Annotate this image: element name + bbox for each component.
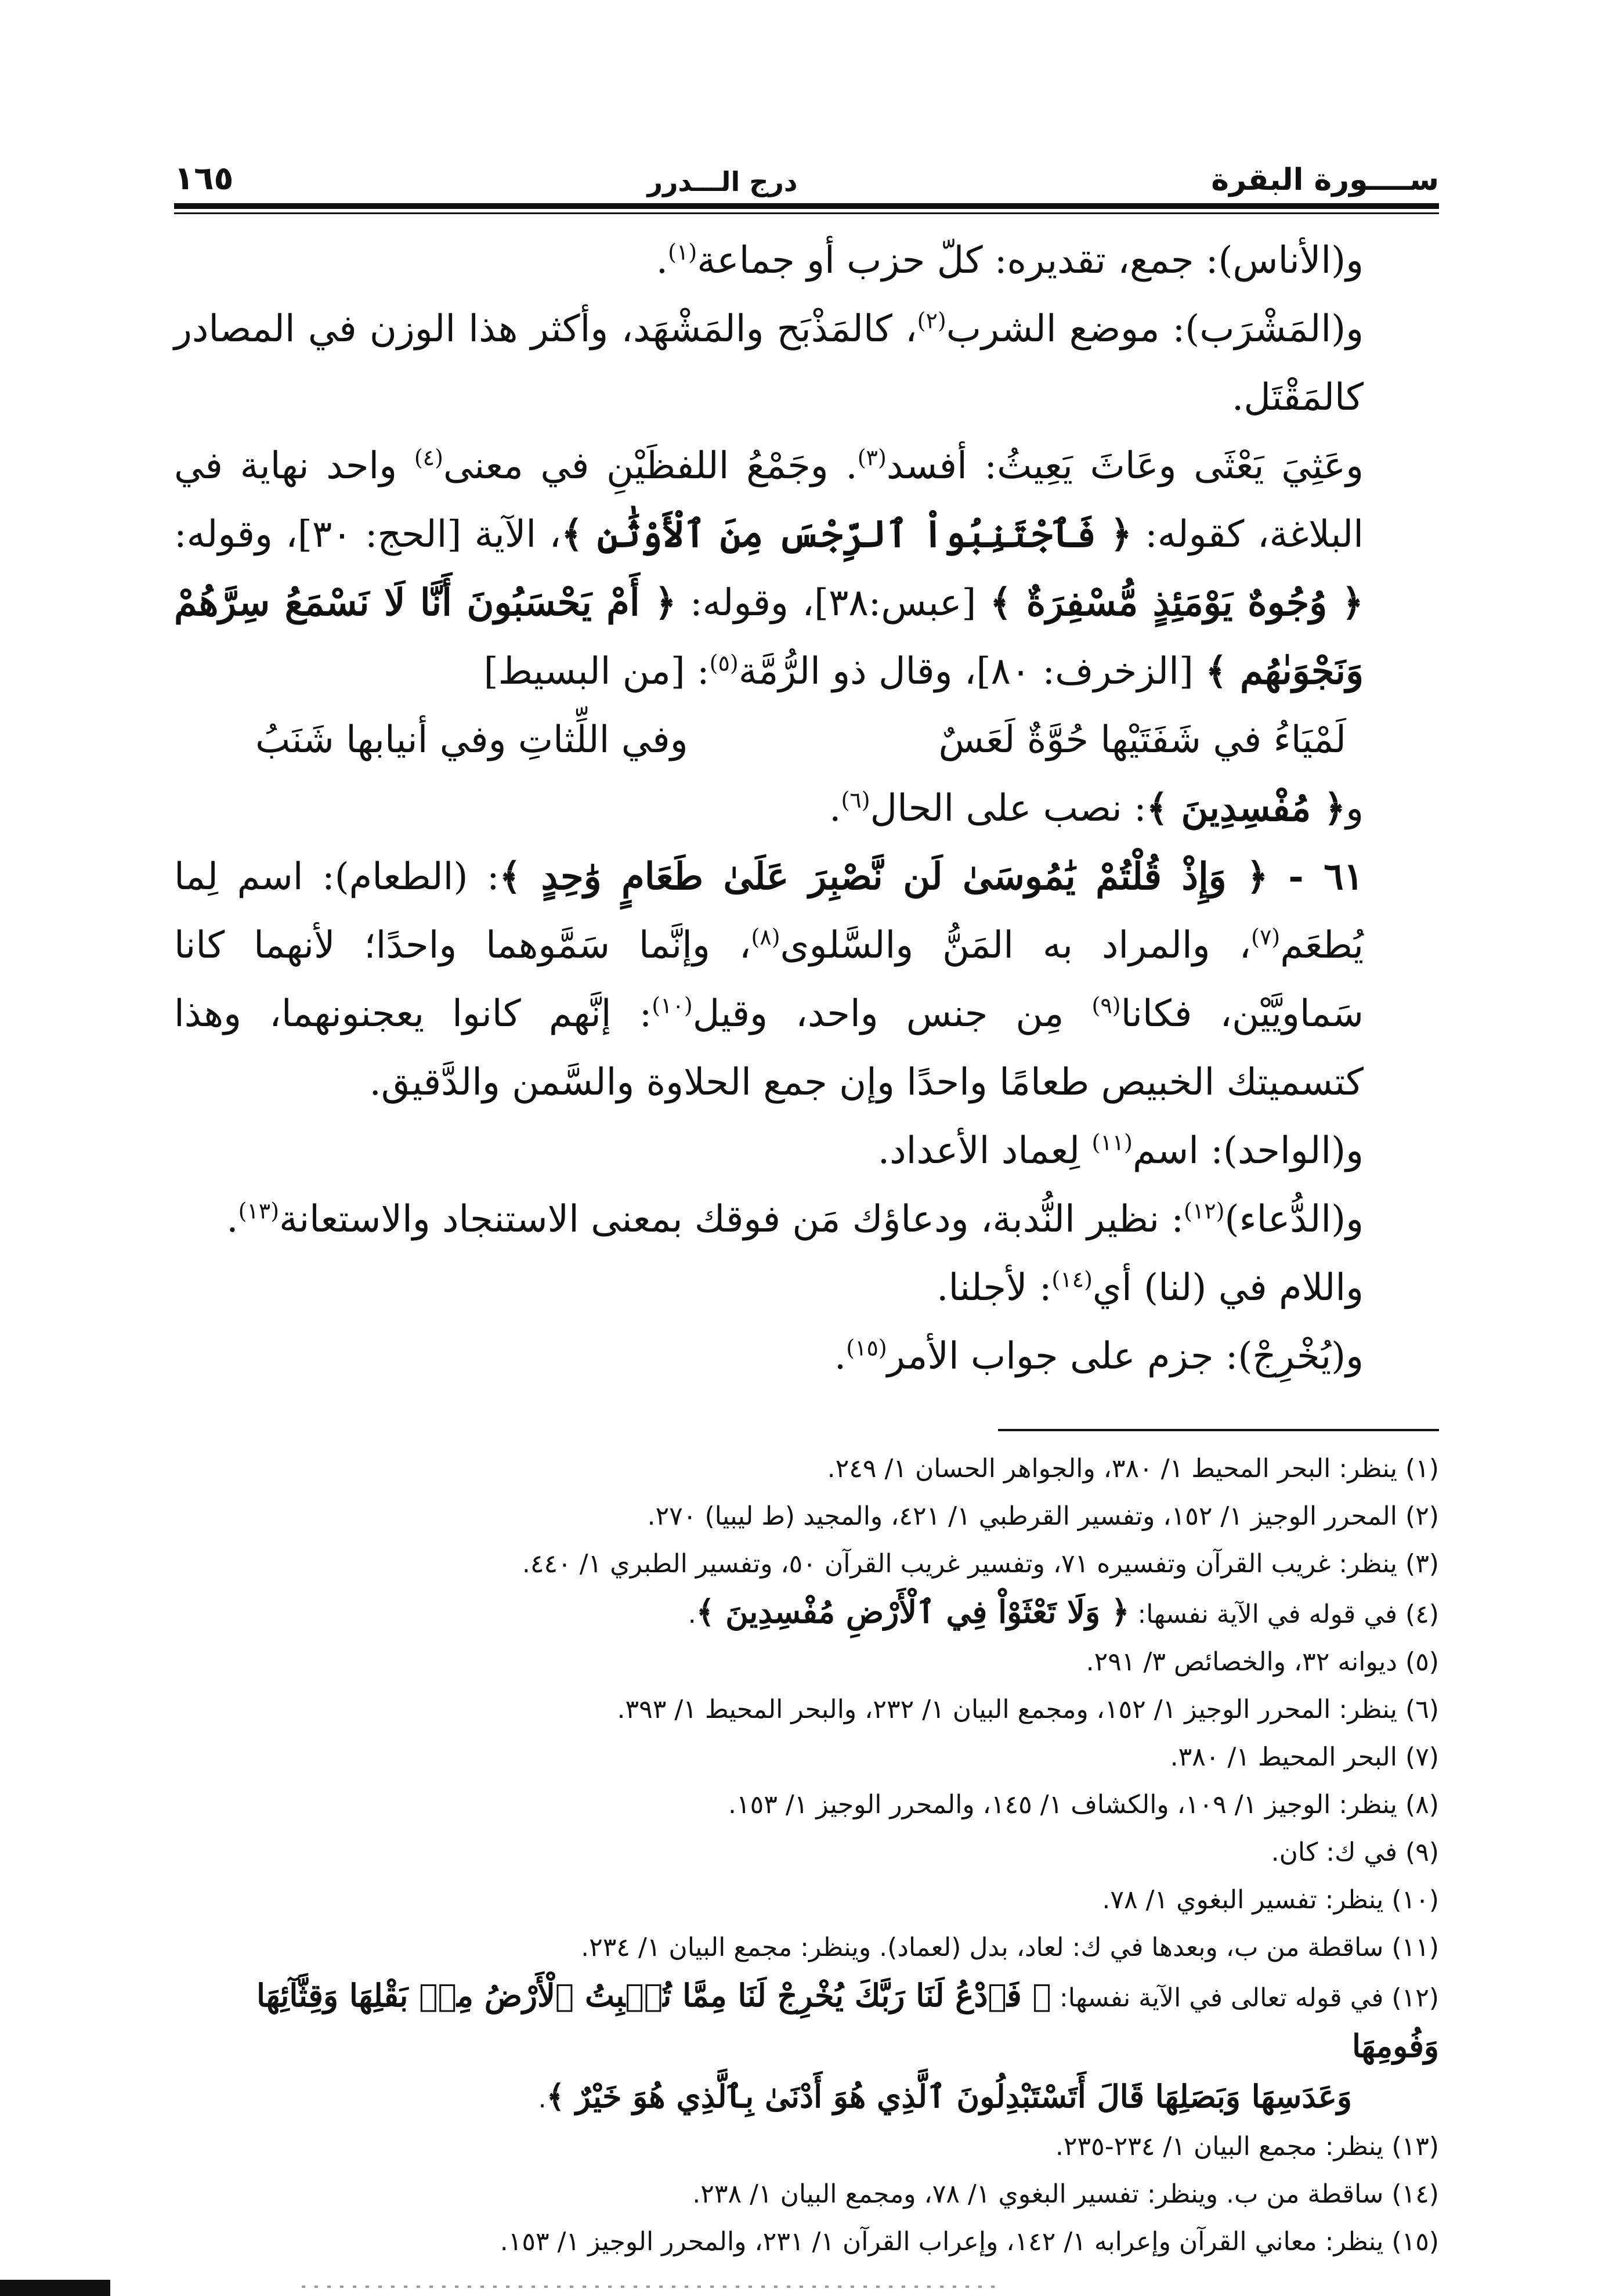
footnote-10: (١٠) ينظر: تفسير البغوي ١/ ٧٨. bbox=[1102, 1885, 1439, 1915]
text-span: مِن جنس واحد، وقيل bbox=[692, 992, 1092, 1035]
footnote-1: (١) ينظر: البحر المحيط ١/ ٣٨٠، والجواهر الحسان ١/ ٢٤٩. bbox=[827, 1454, 1439, 1483]
scan-edge-marks bbox=[302, 2286, 998, 2288]
text-span: واحد نهاية في البلاغة، bbox=[174, 445, 1364, 556]
footnote-7: (٧) البحر المحيط ١/ ٣٨٠. bbox=[1170, 1742, 1439, 1772]
page-number: ١٦٥ bbox=[174, 160, 234, 197]
text-span: . bbox=[834, 1335, 847, 1378]
text-span: و(يُخْرِجْ): جزم على جواب الأمر bbox=[887, 1335, 1364, 1378]
header-rule-thick bbox=[174, 203, 1439, 209]
quran-verse: ﴿ وَإِذْ قُلْتُمْ يَٰمُوسَىٰ لَن نَّصْبِرَ عَلَىٰ طَعَامٍ وَٰحِدٍ ﴾ bbox=[499, 855, 1268, 898]
paragraph-mashrab bbox=[174, 295, 1439, 432]
poem-verse bbox=[174, 706, 1439, 774]
text-span: . bbox=[226, 1198, 238, 1241]
footnote-15: (١٥) ينظر: معاني القرآن وإعرابه ١/ ١٤٢، وإعراب القرآن ١/ ٢٣١، والمحرر الوجيز ١/ ١٥٣. bbox=[500, 2227, 1439, 2257]
text-span: و(المَشْرَب): موضع الشرب bbox=[946, 308, 1364, 351]
footnote-ref: (٧) bbox=[1251, 924, 1281, 950]
text-span: كقوله: bbox=[1131, 513, 1245, 556]
footnote-ref: (١) bbox=[668, 239, 697, 265]
text-span: و(الأناس): جمع، تقديره: كلّ حزب أو جماعة bbox=[697, 239, 1364, 282]
text-span: : لأجلنا. bbox=[937, 1266, 1052, 1309]
quran-verse: وَعَدَسِهَا وَبَصَلِهَا قَالَ أَتَسْتَبْدِلُونَ ٱلَّذِي هُوَ أَدْنَىٰ بِٱلَّذِي هُوَ خَيْرٌ ﴾ bbox=[546, 2078, 1352, 2115]
book-title: درج الـــدرر bbox=[647, 166, 798, 197]
paragraph-mufsidin: و﴿ مُفْسِدِينَ ﴾: نصب على الحال$^{(٦)}$. bbox=[829, 786, 1364, 830]
text-span: و bbox=[1346, 787, 1364, 830]
quran-verse: ﴿ أَمْ يَحْسَبُونَ أَنَّا لَا نَسْمَعُ سِرَّهُمْ وَنَجْوَىٰهُم ﴾ bbox=[174, 581, 1364, 693]
paragraph-verse-61 bbox=[174, 843, 1439, 1117]
quran-verse: ﴿ مُفْسِدِينَ ﴾ bbox=[1146, 786, 1346, 830]
text-span: ، والمراد به المَنُّ والسَّلوى bbox=[780, 924, 1252, 967]
text-span: (٤) في قوله في الآية نفسها: bbox=[1129, 1600, 1439, 1629]
quran-verse: ﴿ فَٱدْعُ لَنَا رَبَّكَ يُخْرِجْ لَنَا مِمَّا تُنۢبِتُ ٱلْأَرْضُ مِنۢ بَقْلِهَا وَقِثَّآئِهَا وَفُومِهَا bbox=[256, 1977, 1439, 2064]
paragraph-athiya bbox=[174, 432, 1439, 706]
quran-verse: ﴿ فَٱجْتَنِبُواْ ٱلرِّجْسَ مِنَ ٱلْأَوْثَٰنِ ﴾ bbox=[561, 512, 1132, 556]
text-span: : إنَّهم كانوا يعجنونهما، وهذا كتسميتك الخبيص طعامًا واحدًا وإن جمع الحلاوة والسَّمن والدَّقيق. bbox=[174, 992, 1364, 1104]
quran-verse: ﴿ وُجُوهٌ يَوْمَئِذٍ مُّسْفِرَةٌ ﴾ bbox=[989, 581, 1364, 624]
footnote-ref: (١٥) bbox=[846, 1335, 887, 1361]
footnote-4 bbox=[174, 1588, 1439, 1638]
footnotes bbox=[174, 1445, 1439, 2266]
footnote-ref: (٣) bbox=[857, 445, 887, 471]
footnote-12 bbox=[174, 1972, 1439, 2073]
footnote-ref: (٥) bbox=[709, 650, 739, 676]
footnote-14: (١٤) ساقطة من ب. وينظر: تفسير البغوي ١/ ٧٨، ومجمع البيان ١/ ٢٣٨. bbox=[692, 2179, 1439, 2209]
paragraph-lam bbox=[174, 1254, 1439, 1322]
surah-title: ســــورة البقرة bbox=[1211, 163, 1439, 197]
poem-hemistich-1: لَمْيَاءُ في شَفَتَيْها حُوَّةٌ لَعَسٌ bbox=[938, 719, 1346, 761]
text-span: الرُّمَّة bbox=[738, 650, 820, 693]
text-span: [عبس:٣٨]، وقوله: bbox=[676, 582, 977, 624]
text-span: وعَثِيَ يَعْثَى وعَاثَ يَعِيثُ: أفسد bbox=[886, 445, 1364, 488]
scan-corner-mark bbox=[0, 2280, 110, 2296]
text-span: . bbox=[538, 2084, 547, 2114]
quran-verse: ﴿ وَلَا تَعْثَوْاْ فِي ٱلْأَرْضِ مُفْسِدِينَ ﴾ bbox=[696, 1593, 1130, 1630]
footnote-12-continued bbox=[174, 2073, 1439, 2123]
paragraph-dua bbox=[174, 1185, 1439, 1254]
footnote-8: (٨) ينظر: الوجيز ١/ ١٠٩، والكشاف ١/ ١٤٥، والمحرر الوجيز ١/ ١٥٣. bbox=[728, 1790, 1439, 1820]
text-span: ، وإنَّما سَمَّوهما واحدًا؛ لأنهما كانا سَماويَّيْن، فكانا bbox=[174, 924, 1364, 1035]
text-span: واللام في (لنا) أي bbox=[1092, 1266, 1364, 1309]
text-span: و(الدُّعاء) bbox=[1224, 1198, 1364, 1241]
book-page bbox=[174, 139, 1439, 2257]
page-header bbox=[174, 139, 1439, 197]
footnote-ref: (٤) bbox=[414, 445, 443, 471]
footnote-ref: (١١) bbox=[1091, 1129, 1133, 1156]
footnote-ref: (١٠) bbox=[652, 992, 693, 1019]
footnote-2: (٢) المحرر الوجيز ١/ ١٥٢، وتفسير القرطبي ١/ ٤٢١، والمجيد (ط ليبيا) ٢٧٠. bbox=[647, 1501, 1439, 1531]
text-span: لِعماد الأعداد. bbox=[877, 1129, 1092, 1172]
footnote-separator bbox=[998, 1429, 1439, 1431]
footnote-13: (١٣) ينظر: مجمع البيان ١/ ٢٣٤-٢٣٥. bbox=[1055, 2132, 1439, 2161]
text-span: و(الواحد): اسم bbox=[1132, 1129, 1364, 1172]
footnote-ref: (١٤) bbox=[1051, 1266, 1093, 1293]
footnote-ref: (٢) bbox=[917, 308, 946, 334]
paragraph-yukhrij bbox=[174, 1322, 1439, 1391]
text-span: . وجَمْعُ اللفظَيْنِ في معنى bbox=[443, 445, 858, 488]
footnote-ref: (٨) bbox=[751, 924, 780, 950]
footnote-6: (٦) ينظر: المحرر الوجيز ١/ ١٥٢، ومجمع البيان ١/ ٢٣٢، والبحر المحيط ١/ ٣٩٣. bbox=[617, 1695, 1439, 1724]
footnote-5: (٥) ديوانه ٣٢، والخصائص ٣/ ٢٩١. bbox=[1086, 1647, 1439, 1677]
text-span: ، كالمَذْبَح والمَشْهَد، وأكثر هذا الوزن في المصادر كالمَقْتَل. bbox=[174, 308, 1364, 419]
footnote-ref: (٦) bbox=[841, 787, 870, 813]
paragraph-wahid bbox=[174, 1117, 1439, 1185]
text-span: : [من البسيط] bbox=[483, 650, 710, 693]
footnote-9: (٩) في ك: كان. bbox=[1271, 1837, 1439, 1867]
text-span: : نصب على الحال bbox=[870, 787, 1147, 830]
footnote-3: (٣) ينظر: غريب القرآن وتفسيره ٧١، وتفسير غريب القرآن ٥٠، وتفسير الطبري ١/ ٤٤٠. bbox=[522, 1549, 1439, 1579]
text-span: : نظير النُّدبة، ودعاؤك مَن فوقك بمعنى الاستنجاد والاستعانة bbox=[279, 1198, 1184, 1241]
footnote-11: (١١) ساقطة من ب، وبعدها في ك: لعاد، بدل (لعماد). وينظر: مجمع البيان ١/ ٢٣٤. bbox=[581, 1933, 1439, 1962]
text-span: (١٢) في قوله تعالى في الآية نفسها: bbox=[1051, 1983, 1439, 2013]
paragraph-anas: و(الأناس): جمع، تقديره: كلّ حزب أو جماعة$^{(١)}$. bbox=[656, 239, 1364, 282]
footnote-ref: (١٢) bbox=[1184, 1198, 1225, 1224]
verse-number: ٦١ - bbox=[1268, 855, 1364, 898]
main-text bbox=[174, 226, 1439, 1391]
header-rule-thin bbox=[174, 212, 1439, 214]
text-span: : (الطعام): اسم لِما يُطعَم bbox=[174, 855, 1364, 967]
text-span: . bbox=[688, 1600, 696, 1629]
footnote-ref: (٩) bbox=[1091, 992, 1121, 1019]
text-span: [الزخرف: ٨٠]، وقال ذو bbox=[832, 650, 1206, 693]
text-span: ، الآية [الحج: ٣٠]، وقوله: bbox=[174, 513, 562, 556]
footnote-ref: (١٣) bbox=[238, 1198, 280, 1224]
poem-hemistich-2: وفي اللِّثاتِ وفي أنيابها شَنَبُ bbox=[255, 719, 688, 761]
